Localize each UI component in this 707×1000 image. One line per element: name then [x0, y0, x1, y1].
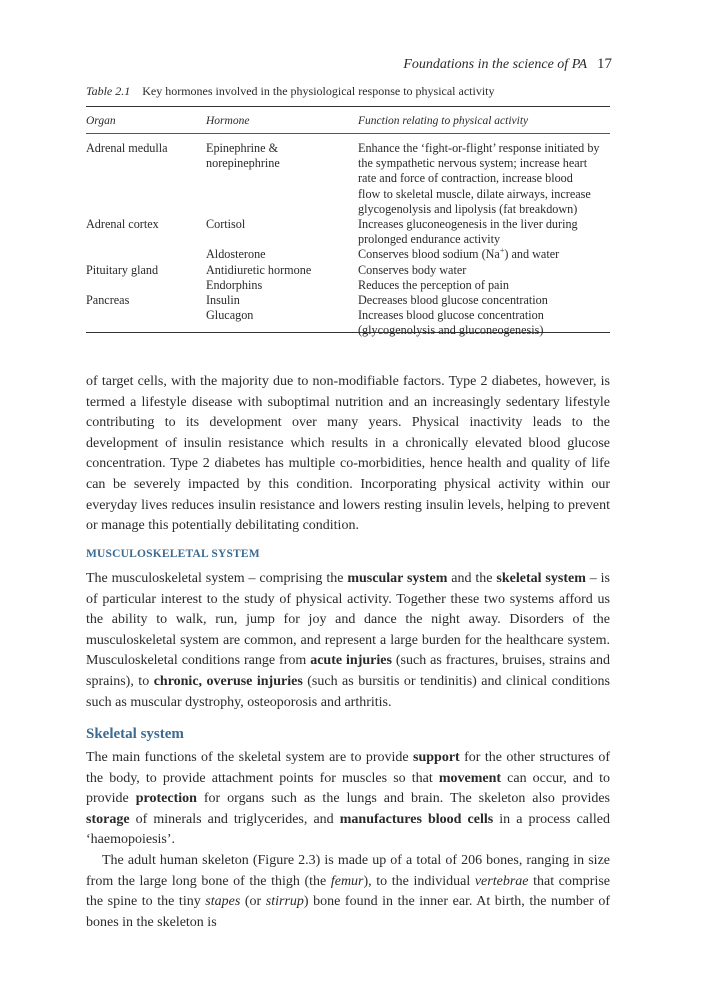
- term-muscular-system: muscular system: [347, 571, 448, 586]
- paragraph-skeletal-functions: The main functions of the skeletal system are to provide support for the other structures of the body, to provide attachment points for muscles so that movement can occur, and to provide protection for organs such as the lungs and brain. The skeleton also provides storage of minerals and triglycerides, and manufactures blood cells in a process called ‘haemopoiesis’.: [86, 750, 611, 848]
- term-blood-cells: manufactures blood cells: [339, 811, 494, 827]
- term-acute-injuries: acute injuries: [310, 653, 392, 669]
- term-stapes: stapes: [205, 894, 241, 910]
- paragraph-musculoskeletal-text: The musculoskeletal system – comprising the muscular system and the skeletal system – is of particular interest to the study of physical activity. Together these two systems afford us the ability to walk, run, jump for joy and dance the night away. Disorders of the musculoskeletal system are common, and represent a large burden for the healthcare system. Musculoskeletal conditions range from acute injuries (such as fractures, bruises, strains and sprains), to chronic, overuse injuries (such as bursitis or tendinitis) and clinical conditions such as muscular dystrophy, osteoporosis and arthritis.: [86, 571, 610, 710]
- cell-hormone: Endorphins: [206, 277, 263, 292]
- cell-hormone: Aldosterone: [206, 247, 266, 262]
- table-label: Table 2.1: [86, 84, 131, 98]
- cell-function: prolonged endurance activity: [358, 232, 501, 247]
- subheading-skeletal-system: Skeletal system: [86, 726, 184, 742]
- cell-function: Enhance the ‘fight-or-flight’ response initiated by: [358, 141, 600, 155]
- paragraph-diabetes: [86, 372, 610, 537]
- cell-organ: Adrenal cortex: [86, 217, 159, 231]
- cell-function: Decreases blood glucose concentration: [358, 293, 548, 307]
- cell-organ: Pituitary gland: [86, 262, 159, 277]
- term-storage: storage: [86, 811, 130, 827]
- cell-function: the sympathetic nervous system; increase heart: [358, 156, 588, 171]
- cell-hormone: norepinephrine: [206, 156, 280, 171]
- paragraph-adult-skeleton: The adult human skeleton (Figure 2.3) is made up of a total of 206 bones, ranging in size from the large long bone of the thigh (the femur), to the individual vertebrae that comprise the spine to the tiny stapes (or stirrup) bone found in the inner ear. At birth, the number of bones in the skeleton is: [86, 852, 611, 930]
- cell-function: Conserves blood sodium (Na+) and water: [358, 246, 560, 262]
- cell-function: (glycogenolysis and gluconeogenesis): [358, 323, 544, 338]
- table-caption: [86, 84, 495, 99]
- cell-organ: Adrenal medulla: [86, 141, 168, 155]
- table-caption-text: Key hormones involved in the physiological response to physical activity: [142, 84, 495, 98]
- table-body: [86, 134, 610, 338]
- paragraph-skeletal: [86, 748, 610, 933]
- table-header-row: [86, 107, 610, 134]
- term-stirrup: stirrup: [265, 894, 304, 910]
- term-protection: protection: [135, 791, 197, 807]
- term-chronic-injuries: chronic, overuse injuries: [153, 673, 303, 689]
- paragraph-musculoskeletal: [86, 569, 610, 713]
- term-movement: movement: [438, 770, 502, 786]
- cell-function: Increases blood glucose concentration: [358, 308, 544, 323]
- cell-function: Reduces the perception of pain: [358, 277, 509, 292]
- cell-function: rate and force of contraction, increase blood: [358, 171, 573, 186]
- cell-function: flow to skeletal muscle, dilate airways, increase: [358, 186, 591, 201]
- cell-hormone: Antidiuretic hormone: [206, 262, 312, 277]
- header-function: Function relating to physical activity: [358, 115, 529, 127]
- cell-organ: Pancreas: [86, 293, 130, 307]
- cell-function: glycogenolysis and lipolysis (fat breakdown): [358, 201, 578, 216]
- hormone-table: [86, 106, 610, 338]
- header-hormone: Hormone: [206, 115, 250, 127]
- term-support: support: [413, 750, 460, 765]
- cell-hormone: Cortisol: [206, 217, 246, 231]
- paragraph-diabetes-text: of target cells, with the majority due to non-modifiable factors. Type 2 diabetes, however, is termed a lifestyle disease with suboptimal nutrition and an increasingly sedentary lifestyle contributing to its development over many years. Physical inactivity leads to the development of insulin resistance which results in a chronically elevated blood glucose concentration. Type 2 diabetes has multiple co-morbidities, hence health and quality of life can be severely impacted by this condition. Incorporating physical activity within our everyday lives reduces insulin resistance and lowers resting insulin levels, helping to prevent or manage this potentially debilitating condition.: [86, 374, 610, 534]
- term-skeletal-system: skeletal system: [496, 571, 586, 586]
- page-number: 17: [597, 56, 612, 72]
- section-heading: MUSCULOSKELETAL SYSTEM: [86, 548, 260, 560]
- cell-hormone: Insulin: [206, 293, 240, 307]
- term-vertebrae: vertebrae: [474, 873, 529, 889]
- cell-hormone: Epinephrine &: [206, 141, 279, 155]
- term-femur: femur: [330, 873, 364, 889]
- cell-function: Increases gluconeogenesis in the liver during: [358, 217, 578, 231]
- header-organ: Organ: [86, 115, 116, 127]
- cell-hormone: Glucagon: [206, 308, 254, 323]
- cell-function: Conserves body water: [358, 262, 467, 277]
- running-head-title: Foundations in the science of PA: [403, 57, 587, 72]
- running-head: [403, 56, 612, 73]
